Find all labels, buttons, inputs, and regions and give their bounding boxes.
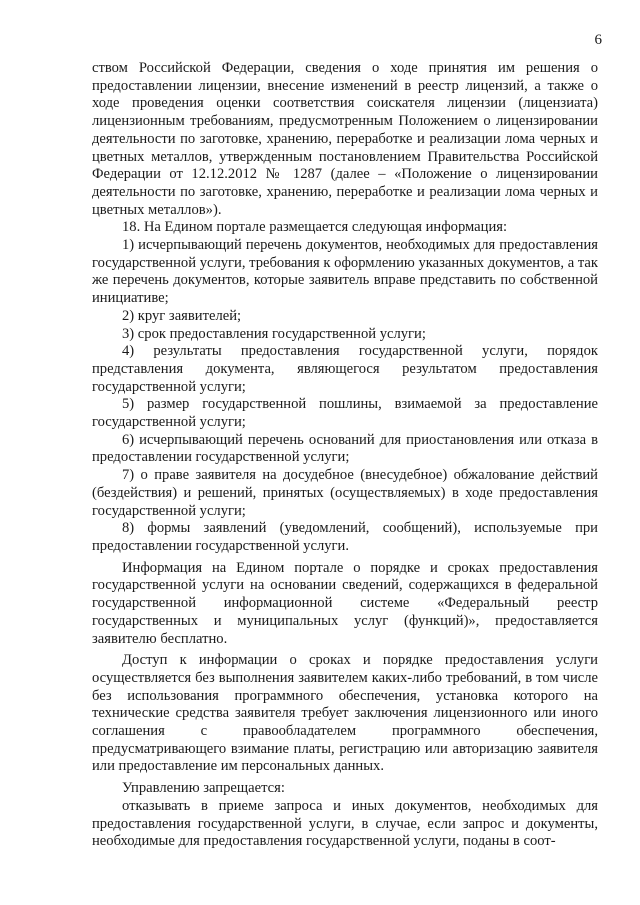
list-item-7: 7) о праве заявителя на досудебное (внесудебное) обжалование действий (бездействия) и решений, принятых (осуществляемых) в ходе предоставления государственной услуги; [92,467,598,519]
paragraph-portal-info: Информация на Едином портале о порядке и сроках предоставления государственной услуги на основании сведений, содержащихся в федеральной государственной информационной системе «Федеральный реестр государственных и муниципальных услуг (функций)», предоставляется заявителю бесплатно. [92,559,598,647]
list-item-8: 8) формы заявлений (уведомлений, сообщений), используемые при предоставлении государственной услуги. [92,520,598,554]
list-item-6: 6) исчерпывающий перечень оснований для приостановления или отказа в предоставлении государственной услуги; [92,431,598,466]
list-item-5: 5) размер государственной пошлины, взимаемой за предоставление государственной услуги; [92,396,598,431]
document-body [92,60,598,851]
list-item-1: 1) исчерпывающий перечень документов, необходимых для предоставления государственной услуги, требования к оформлению указанных документов, а так же перечень документов, которые заявитель вправе представить по собственной инициативе; [92,237,598,307]
list-item-2: 2) круг заявителей; [122,307,242,324]
page-number: 6 [594,32,602,48]
paragraph-access-info: Доступ к информации о сроках и порядке предоставления услуги осуществляется без выполнения заявителем каких-либо требований, в том числе без использования программного обеспечения, установка которого на технические средства заявителя требует заключения лицензионного или иного соглашения с правообладателем программного обеспечения, предусматривающего взимание платы, регистрацию или авторизацию заявителя или предоставление им персональных данных. [92,652,598,775]
paragraph-item-18: 18. На Едином портале размещается следующая информация: [122,219,508,236]
paragraph-continuation: ством Российской Федерации, сведения о ходе принятия им решения о предоставлении лицензии, внесение изменений в реестр лицензий, а также о ходе проведения оценки соответствия соискателя лицензии (лицензиата) лицензионным требованиям, предусмотренным Положением о лицензировании деятельности по заготовке, хранению, переработке и реализации лома черных и цветных металлов, утвержденным постановлением Правительства Российской Федерации от 12.12.2012 № 1287 (далее – «Положение о лицензировании деятельности по заготовке, хранению, переработке и реализации лома черных и цветных металлов»). [92,60,598,218]
list-item-4: 4) результаты предоставления государственной услуги, порядок представления документа, являющегося результатом предоставления государственной услуги; [92,343,598,395]
paragraph-prohibitions-heading: Управлению запрещается: [122,780,285,797]
list-item-3: 3) срок предоставления государственной услуги; [122,325,426,342]
paragraph-prohibition-1: отказывать в приеме запроса и иных документов, необходимых для предоставления государственной услуги, в случае, если запрос и документы, необходимые для предоставления государственной услуги, поданы в соот- [92,797,598,850]
